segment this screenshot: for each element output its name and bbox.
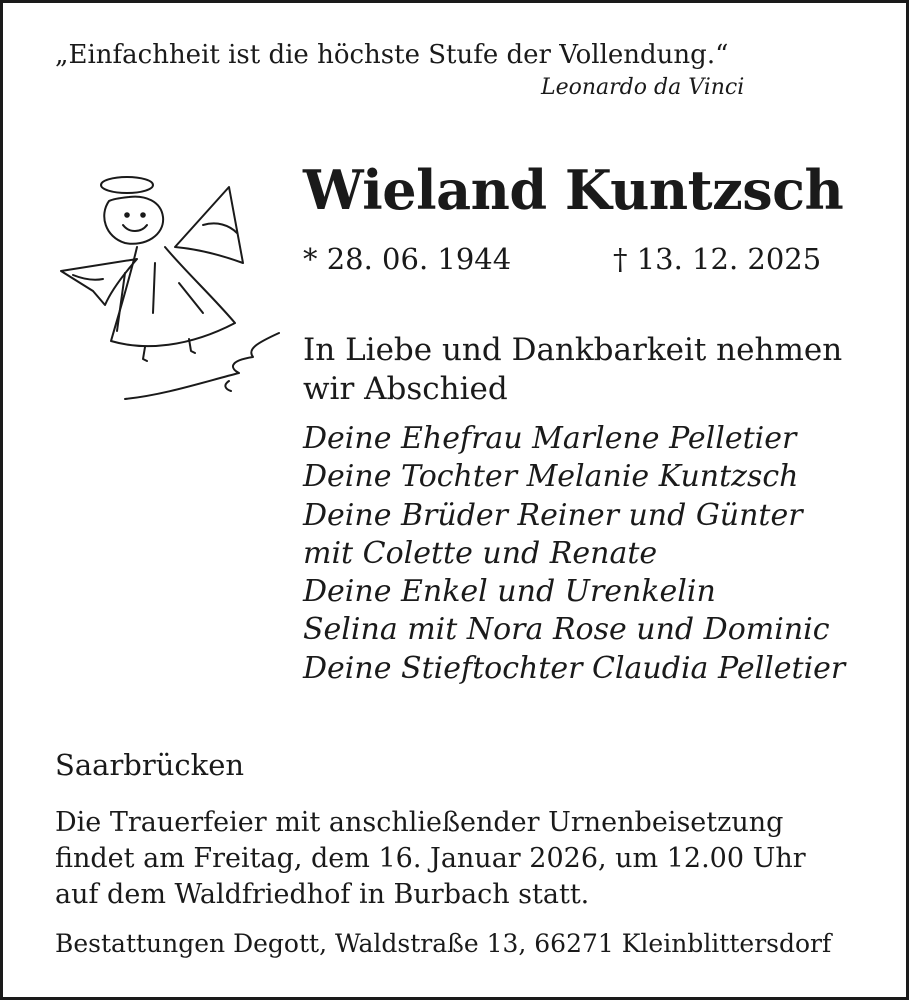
death-date: † 13. 12. 2025 (613, 242, 822, 276)
service-line: findet am Freitag, dem 16. Januar 2026, um 12.00 Uhr (55, 843, 806, 874)
mourners-list (303, 420, 845, 688)
mourner-line: Deine Stieftochter Claudia Pelletier (303, 650, 846, 686)
mourner-line: Deine Tochter Melanie Kuntzsch (303, 459, 799, 495)
mourner-line: Selina mit Nora Rose und Dominic (303, 612, 830, 648)
city-name: Saarbrücken (55, 748, 245, 782)
mourner-line: mit Colette und Renate (303, 535, 658, 571)
service-line: auf dem Waldfriedhof in Burbach statt. (55, 879, 590, 910)
quote-author: Leonardo da Vinci (541, 75, 745, 100)
mourner-line: Deine Ehefrau Marlene Pelletier (303, 421, 797, 456)
birth-date: * 28. 06. 1944 (303, 242, 512, 276)
funeral-service-info (55, 805, 806, 913)
quote-text: „Einfachheit ist die höchste Stufe der Vollendung.“ (55, 40, 729, 70)
farewell-intro: In Liebe und Dankbarkeit nehmen wir Abschied (303, 332, 843, 407)
mourner-line: Deine Brüder Reiner und Günter (303, 497, 803, 533)
angel-drawing-icon (53, 163, 285, 409)
mourner-line: Deine Enkel und Urenkelin (303, 574, 716, 610)
service-line: Die Trauerfeier mit anschließender Urnenbeisetzung (55, 807, 784, 838)
deceased-name: Wieland Kuntzsch (303, 158, 844, 222)
undertaker-info: Bestattungen Degott, Waldstraße 13, 66271 Kleinblittersdorf (55, 929, 832, 958)
